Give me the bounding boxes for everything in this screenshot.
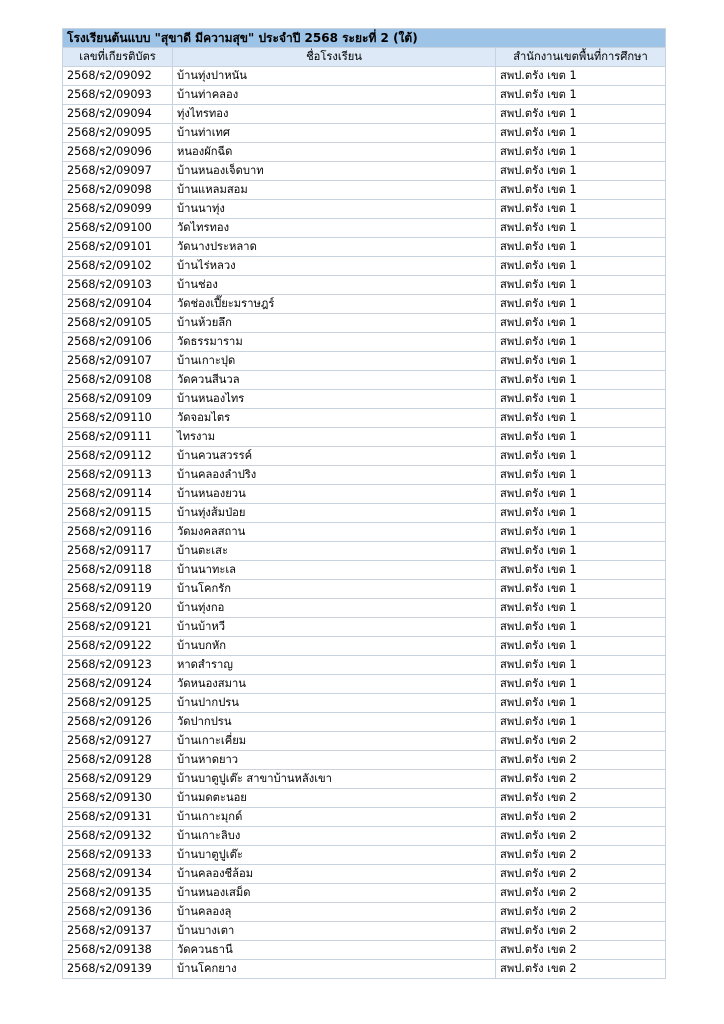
table-title: โรงเรียนต้นแบบ "สุขาดี มีความสุข" ประจำปี 2568 ระยะที่ 2 (ใต้) — [63, 29, 666, 48]
certificate-number-cell: 2568/ร2/09097 — [63, 162, 173, 181]
school-name-cell: บ้านโคกยาง — [173, 960, 496, 979]
table-row — [63, 390, 666, 409]
table-row — [63, 219, 666, 238]
school-name-cell: บ้านแหลมสอม — [173, 181, 496, 200]
table-row — [63, 732, 666, 751]
certificate-table-sheet — [62, 28, 665, 979]
certificate-number-cell: 2568/ร2/09095 — [63, 124, 173, 143]
certificate-number-cell: 2568/ร2/09105 — [63, 314, 173, 333]
table-row — [63, 371, 666, 390]
table-row — [63, 466, 666, 485]
school-name-cell: บ้านควนสวรรค์ — [173, 447, 496, 466]
education-office-cell: สพป.ตรัง เขต 1 — [496, 447, 666, 466]
education-office-cell: สพป.ตรัง เขต 2 — [496, 789, 666, 808]
school-name-cell: บ้านบกหัก — [173, 637, 496, 656]
school-name-cell: วัดหนองสมาน — [173, 675, 496, 694]
table-row — [63, 238, 666, 257]
table-row — [63, 941, 666, 960]
school-name-cell: บ้านหนองยวน — [173, 485, 496, 504]
certificate-number-cell: 2568/ร2/09127 — [63, 732, 173, 751]
school-name-cell: บ้านท่าคลอง — [173, 86, 496, 105]
education-office-cell: สพป.ตรัง เขต 2 — [496, 960, 666, 979]
education-office-cell: สพป.ตรัง เขต 1 — [496, 390, 666, 409]
school-name-cell: บ้านหนองเสม็ด — [173, 884, 496, 903]
school-name-cell: บ้านโคกรัก — [173, 580, 496, 599]
table-row — [63, 789, 666, 808]
education-office-cell: สพป.ตรัง เขต 1 — [496, 713, 666, 732]
certificate-number-cell: 2568/ร2/09094 — [63, 105, 173, 124]
education-office-cell: สพป.ตรัง เขต 2 — [496, 751, 666, 770]
school-name-cell: บ้านมดตะนอย — [173, 789, 496, 808]
certificate-number-cell: 2568/ร2/09098 — [63, 181, 173, 200]
school-name-cell: บ้านเกาะปุด — [173, 352, 496, 371]
school-name-cell: บ้านหนองเจ็ดบาท — [173, 162, 496, 181]
education-office-cell: สพป.ตรัง เขต 1 — [496, 542, 666, 561]
table-row — [63, 409, 666, 428]
certificate-number-cell: 2568/ร2/09107 — [63, 352, 173, 371]
table-row — [63, 86, 666, 105]
school-name-cell: วัดธรรมาราม — [173, 333, 496, 352]
school-name-cell: วัดปากปรน — [173, 713, 496, 732]
school-name-cell: บ้านเกาะเคี่ยม — [173, 732, 496, 751]
education-office-cell: สพป.ตรัง เขต 1 — [496, 561, 666, 580]
certificate-number-cell: 2568/ร2/09110 — [63, 409, 173, 428]
certificate-number-cell: 2568/ร2/09128 — [63, 751, 173, 770]
education-office-cell: สพป.ตรัง เขต 2 — [496, 903, 666, 922]
education-office-cell: สพป.ตรัง เขต 1 — [496, 219, 666, 238]
school-name-cell: บ้านนาทะเล — [173, 561, 496, 580]
education-office-cell: สพป.ตรัง เขต 2 — [496, 941, 666, 960]
header-education-office: สำนักงานเขตพื้นที่การศึกษา — [496, 48, 666, 67]
school-name-cell: บ้านห้วยลึก — [173, 314, 496, 333]
education-office-cell: สพป.ตรัง เขต 1 — [496, 314, 666, 333]
school-name-cell: บ้านทุ่งส้มป่อย — [173, 504, 496, 523]
certificate-number-cell: 2568/ร2/09102 — [63, 257, 173, 276]
table-row — [63, 124, 666, 143]
table-row — [63, 637, 666, 656]
certificate-number-cell: 2568/ร2/09131 — [63, 808, 173, 827]
certificate-number-cell: 2568/ร2/09122 — [63, 637, 173, 656]
education-office-cell: สพป.ตรัง เขต 1 — [496, 580, 666, 599]
table-row — [63, 960, 666, 979]
certificate-number-cell: 2568/ร2/09106 — [63, 333, 173, 352]
table-row — [63, 143, 666, 162]
education-office-cell: สพป.ตรัง เขต 1 — [496, 409, 666, 428]
table-row — [63, 352, 666, 371]
table-row — [63, 162, 666, 181]
certificate-number-cell: 2568/ร2/09112 — [63, 447, 173, 466]
certificate-number-cell: 2568/ร2/09117 — [63, 542, 173, 561]
education-office-cell: สพป.ตรัง เขต 1 — [496, 352, 666, 371]
school-name-cell: วัดนางประหลาด — [173, 238, 496, 257]
education-office-cell: สพป.ตรัง เขต 2 — [496, 732, 666, 751]
certificate-number-cell: 2568/ร2/09137 — [63, 922, 173, 941]
table-row — [63, 542, 666, 561]
certificate-number-cell: 2568/ร2/09120 — [63, 599, 173, 618]
school-name-cell: บ้านตะเสะ — [173, 542, 496, 561]
education-office-cell: สพป.ตรัง เขต 1 — [496, 257, 666, 276]
school-name-cell: วัดควนธานี — [173, 941, 496, 960]
education-office-cell: สพป.ตรัง เขต 1 — [496, 618, 666, 637]
school-name-cell: บ้านบาตูปูเต๊ะ — [173, 846, 496, 865]
education-office-cell: สพป.ตรัง เขต 1 — [496, 276, 666, 295]
certificate-number-cell: 2568/ร2/09092 — [63, 67, 173, 86]
education-office-cell: สพป.ตรัง เขต 1 — [496, 485, 666, 504]
table-row — [63, 561, 666, 580]
certificate-number-cell: 2568/ร2/09118 — [63, 561, 173, 580]
certificate-number-cell: 2568/ร2/09138 — [63, 941, 173, 960]
education-office-cell: สพป.ตรัง เขต 2 — [496, 827, 666, 846]
certificate-number-cell: 2568/ร2/09134 — [63, 865, 173, 884]
certificate-number-cell: 2568/ร2/09093 — [63, 86, 173, 105]
education-office-cell: สพป.ตรัง เขต 1 — [496, 371, 666, 390]
education-office-cell: สพป.ตรัง เขต 1 — [496, 143, 666, 162]
school-name-cell: บ้านหาดยาว — [173, 751, 496, 770]
table-row — [63, 485, 666, 504]
table-row — [63, 333, 666, 352]
table-row — [63, 580, 666, 599]
certificate-number-cell: 2568/ร2/09100 — [63, 219, 173, 238]
table-row — [63, 694, 666, 713]
certificate-number-cell: 2568/ร2/09139 — [63, 960, 173, 979]
table-row — [63, 504, 666, 523]
certificate-number-cell: 2568/ร2/09103 — [63, 276, 173, 295]
school-name-cell: บ้านทุ่งปาหนัน — [173, 67, 496, 86]
table-body — [63, 67, 666, 979]
header-certificate-number: เลขที่เกียรติบัตร — [63, 48, 173, 67]
table-row — [63, 181, 666, 200]
education-office-cell: สพป.ตรัง เขต 1 — [496, 162, 666, 181]
education-office-cell: สพป.ตรัง เขต 1 — [496, 200, 666, 219]
school-name-cell: บ้านบางเตา — [173, 922, 496, 941]
education-office-cell: สพป.ตรัง เขต 1 — [496, 124, 666, 143]
table-row — [63, 314, 666, 333]
table-row — [63, 200, 666, 219]
education-office-cell: สพป.ตรัง เขต 2 — [496, 808, 666, 827]
certificate-number-cell: 2568/ร2/09109 — [63, 390, 173, 409]
education-office-cell: สพป.ตรัง เขต 1 — [496, 637, 666, 656]
education-office-cell: สพป.ตรัง เขต 2 — [496, 922, 666, 941]
education-office-cell: สพป.ตรัง เขต 1 — [496, 675, 666, 694]
school-name-cell: หนองผักฉีด — [173, 143, 496, 162]
school-name-cell: วัดไทรทอง — [173, 219, 496, 238]
school-name-cell: บ้านเกาะมุกด์ — [173, 808, 496, 827]
education-office-cell: สพป.ตรัง เขต 1 — [496, 599, 666, 618]
table-row — [63, 618, 666, 637]
school-name-cell: บ้านไร่หลวง — [173, 257, 496, 276]
education-office-cell: สพป.ตรัง เขต 2 — [496, 884, 666, 903]
table-row — [63, 656, 666, 675]
school-name-cell: ทุ่งไทรทอง — [173, 105, 496, 124]
table-row — [63, 865, 666, 884]
school-name-cell: บ้านคลองชีล้อม — [173, 865, 496, 884]
table-row — [63, 713, 666, 732]
header-school-name: ชื่อโรงเรียน — [173, 48, 496, 67]
education-office-cell: สพป.ตรัง เขต 1 — [496, 694, 666, 713]
education-office-cell: สพป.ตรัง เขต 1 — [496, 523, 666, 542]
education-office-cell: สพป.ตรัง เขต 2 — [496, 846, 666, 865]
education-office-cell: สพป.ตรัง เขต 2 — [496, 865, 666, 884]
education-office-cell: สพป.ตรัง เขต 1 — [496, 181, 666, 200]
education-office-cell: สพป.ตรัง เขต 1 — [496, 466, 666, 485]
school-name-cell: ไทรงาม — [173, 428, 496, 447]
table-row — [63, 447, 666, 466]
table-row — [63, 808, 666, 827]
school-name-cell: บ้านบ้าหวี — [173, 618, 496, 637]
table-row — [63, 884, 666, 903]
education-office-cell: สพป.ตรัง เขต 1 — [496, 67, 666, 86]
table-row — [63, 599, 666, 618]
school-name-cell: บ้านเกาะลิบง — [173, 827, 496, 846]
certificate-number-cell: 2568/ร2/09136 — [63, 903, 173, 922]
certificate-number-cell: 2568/ร2/09114 — [63, 485, 173, 504]
school-name-cell: บ้านปากปรน — [173, 694, 496, 713]
table-row — [63, 827, 666, 846]
certificate-number-cell: 2568/ร2/09135 — [63, 884, 173, 903]
table-row — [63, 770, 666, 789]
education-office-cell: สพป.ตรัง เขต 1 — [496, 333, 666, 352]
education-office-cell: สพป.ตรัง เขต 1 — [496, 86, 666, 105]
school-name-cell: บ้านท่าเทศ — [173, 124, 496, 143]
table-row — [63, 846, 666, 865]
education-office-cell: สพป.ตรัง เขต 1 — [496, 238, 666, 257]
school-name-cell: หาดสำราญ — [173, 656, 496, 675]
school-name-cell: บ้านคลองลำปริง — [173, 466, 496, 485]
education-office-cell: สพป.ตรัง เขต 1 — [496, 656, 666, 675]
column-header-row — [63, 48, 666, 67]
education-office-cell: สพป.ตรัง เขต 1 — [496, 105, 666, 124]
education-office-cell: สพป.ตรัง เขต 1 — [496, 295, 666, 314]
table-row — [63, 67, 666, 86]
school-name-cell: วัดช่องเปี๊ยะมราษฎร์ — [173, 295, 496, 314]
school-list-table — [62, 28, 666, 979]
table-row — [63, 922, 666, 941]
certificate-number-cell: 2568/ร2/09115 — [63, 504, 173, 523]
school-name-cell: บ้านคลองลุ — [173, 903, 496, 922]
table-row — [63, 903, 666, 922]
certificate-number-cell: 2568/ร2/09101 — [63, 238, 173, 257]
table-title-row — [63, 29, 666, 48]
certificate-number-cell: 2568/ร2/09126 — [63, 713, 173, 732]
table-row — [63, 751, 666, 770]
certificate-number-cell: 2568/ร2/09123 — [63, 656, 173, 675]
school-name-cell: วัดมงคลสถาน — [173, 523, 496, 542]
certificate-number-cell: 2568/ร2/09096 — [63, 143, 173, 162]
certificate-number-cell: 2568/ร2/09132 — [63, 827, 173, 846]
certificate-number-cell: 2568/ร2/09119 — [63, 580, 173, 599]
table-row — [63, 428, 666, 447]
certificate-number-cell: 2568/ร2/09130 — [63, 789, 173, 808]
table-row — [63, 675, 666, 694]
table-row — [63, 257, 666, 276]
school-name-cell: บ้านบาตูปูเต๊ะ สาขาบ้านหลังเขา — [173, 770, 496, 789]
certificate-number-cell: 2568/ร2/09124 — [63, 675, 173, 694]
education-office-cell: สพป.ตรัง เขต 1 — [496, 428, 666, 447]
school-name-cell: วัดจอมไตร — [173, 409, 496, 428]
certificate-number-cell: 2568/ร2/09121 — [63, 618, 173, 637]
education-office-cell: สพป.ตรัง เขต 1 — [496, 504, 666, 523]
certificate-number-cell: 2568/ร2/09113 — [63, 466, 173, 485]
table-row — [63, 276, 666, 295]
school-name-cell: บ้านช่อง — [173, 276, 496, 295]
table-row — [63, 295, 666, 314]
certificate-number-cell: 2568/ร2/09125 — [63, 694, 173, 713]
certificate-number-cell: 2568/ร2/09111 — [63, 428, 173, 447]
certificate-number-cell: 2568/ร2/09108 — [63, 371, 173, 390]
education-office-cell: สพป.ตรัง เขต 2 — [496, 770, 666, 789]
certificate-number-cell: 2568/ร2/09116 — [63, 523, 173, 542]
school-name-cell: วัดควนสีนวล — [173, 371, 496, 390]
table-row — [63, 523, 666, 542]
certificate-number-cell: 2568/ร2/09099 — [63, 200, 173, 219]
certificate-number-cell: 2568/ร2/09104 — [63, 295, 173, 314]
certificate-number-cell: 2568/ร2/09129 — [63, 770, 173, 789]
school-name-cell: บ้านนาทุ่ง — [173, 200, 496, 219]
certificate-number-cell: 2568/ร2/09133 — [63, 846, 173, 865]
table-row — [63, 105, 666, 124]
school-name-cell: บ้านทุ่งกอ — [173, 599, 496, 618]
school-name-cell: บ้านหนองไทร — [173, 390, 496, 409]
